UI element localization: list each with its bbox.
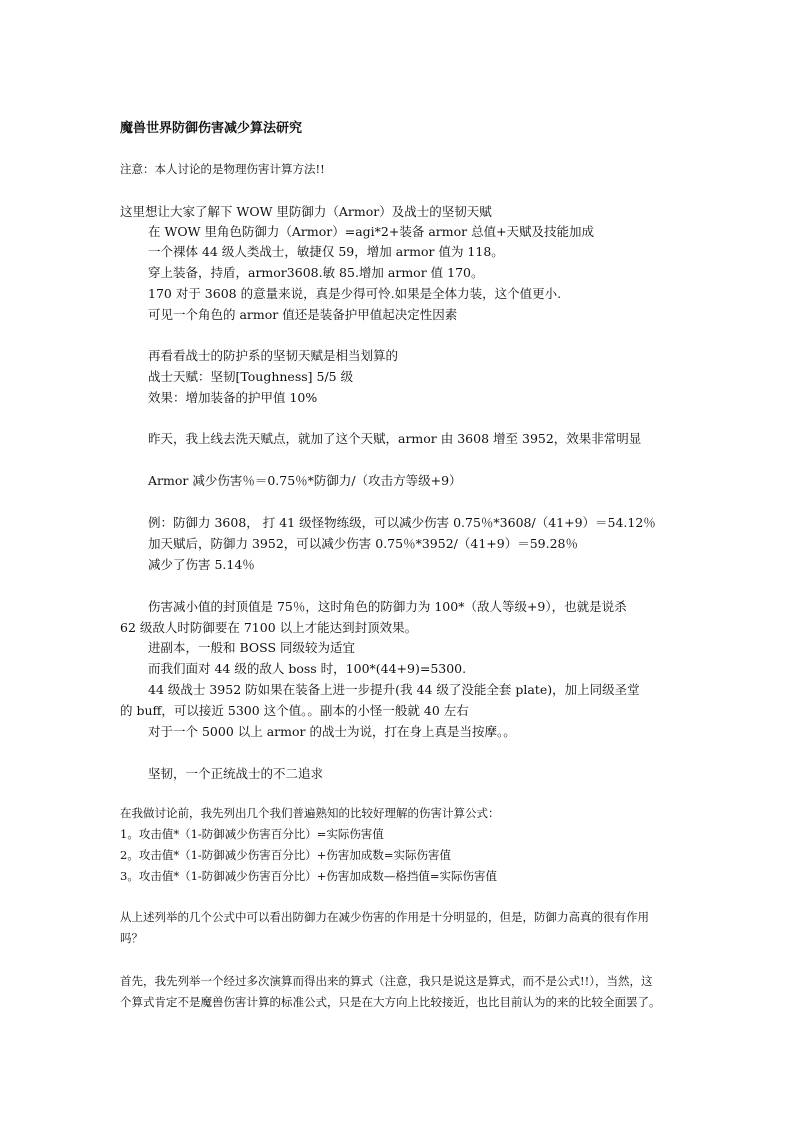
paragraph-line: 对于一个 5000 以上 armor 的战士为说，打在身上真是当按摩。。 [148,724,516,739]
document-title: 魔兽世界防御伤害减少算法研究 [120,121,303,136]
paragraph-line: 战士天赋：坚韧[Toughness] 5/5 级 [148,369,354,384]
first-line: 个算式肯定不是魔兽伤害计算的标准公式，只是在大方向上比较接近，也比目前认为的来的比较全面罢了。 [120,995,661,1009]
paragraph-line: 效果：增加装备的护甲值 10% [148,390,318,405]
notice-line: 注意：本人讨论的是物理伤害计算方法!! [120,162,325,176]
paragraph-line: 一个裸体 44 级人类战士，敏捷仅 59，增加 armor 值为 118。 [148,244,504,259]
formula-item: 3。攻击值*（1-防御减少伤害百分比）+伤害加成数—格挡值=实际伤害值 [120,869,498,883]
first-line: 首先，我先列举一个经过多次演算而得出来的算式（注意，我只是说这是算式，而不是公式!!），当然，这 [120,974,653,988]
paragraph-line: 44 级战士 3952 防如果在装备上进一步提升(我 44 级了没能全套 plate)，加上同级圣堂 [148,682,640,697]
paragraph-line: 170 对于 3608 的意量来说，真是少得可怜.如果是全体力装，这个值更小. [148,286,562,301]
paragraph-line: 62 级敌人时防御要在 7100 以上才能达到封顶效果。 [120,620,418,635]
formula-item: 2。攻击值*（1-防御减少伤害百分比）+伤害加成数=实际伤害值 [120,848,452,862]
formulas-intro: 在我做讨论前，我先列出几个我们普遍熟知的比较好理解的伤害计算公式： [120,806,500,820]
formula-item: 1。攻击值*（1-防御减少伤害百分比）=实际伤害值 [120,827,384,841]
paragraph-line: 可见一个角色的 armor 值还是装备护甲值起决定性因素 [148,307,458,322]
conclusion-line: 坚韧，一个正统战士的不二追求 [148,766,324,781]
example-line: 加天赋后，防御力 3952，可以减少伤害 0.75％*3952/（41+9）＝59.28％ [148,536,578,551]
paragraph-line: 昨天，我上线去洗天赋点，就加了这个天赋，armor 由 3608 增至 3952，效果非常明显 [148,431,642,446]
paragraph-line: 这里想让大家了解下 WOW 里防御力（Armor）及战士的坚韧天赋 [120,204,492,219]
example-line: 例：防御力 3608， 打 41 级怪物练级，可以减少伤害 0.75％*3608/（41+9）＝54.12％ [148,515,656,530]
question-line: 吗？ [120,931,143,945]
question-line: 从上述列举的几个公式中可以看出防御力在减少伤害的作用是十分明显的，但是，防御力高真的很有作用 [120,910,649,924]
paragraph-line: 穿上装备，持盾，armor3608.敏 85.增加 armor 值 170。 [148,265,484,280]
paragraph-line: 在 WOW 里角色防御力（Armor）=agi*2+装备 armor 总值+天赋及技能加成 [148,224,595,239]
paragraph-line: 进副本，一般和 BOSS 同级较为适宜 [148,640,356,655]
paragraph-line: 而我们面对 44 级的敌人 boss 时，100*(44+9)=5300. [148,661,467,676]
paragraph-line: 再看看战士的防护系的坚韧天赋是相当划算的 [148,348,399,363]
paragraph-line: 伤害减小值的封顶值是 75％，这时角色的防御力为 100*（敌人等级+9），也就是说杀 [148,599,627,614]
paragraph-line: 的 buff，可以接近 5300 这个值。。副本的小怪一般就 40 左右 [120,703,469,718]
example-line: 减少了伤害 5.14％ [148,557,255,572]
formula-line: Armor 减少伤害％＝0.75％*防御力/（攻击方等级+9） [148,473,462,488]
